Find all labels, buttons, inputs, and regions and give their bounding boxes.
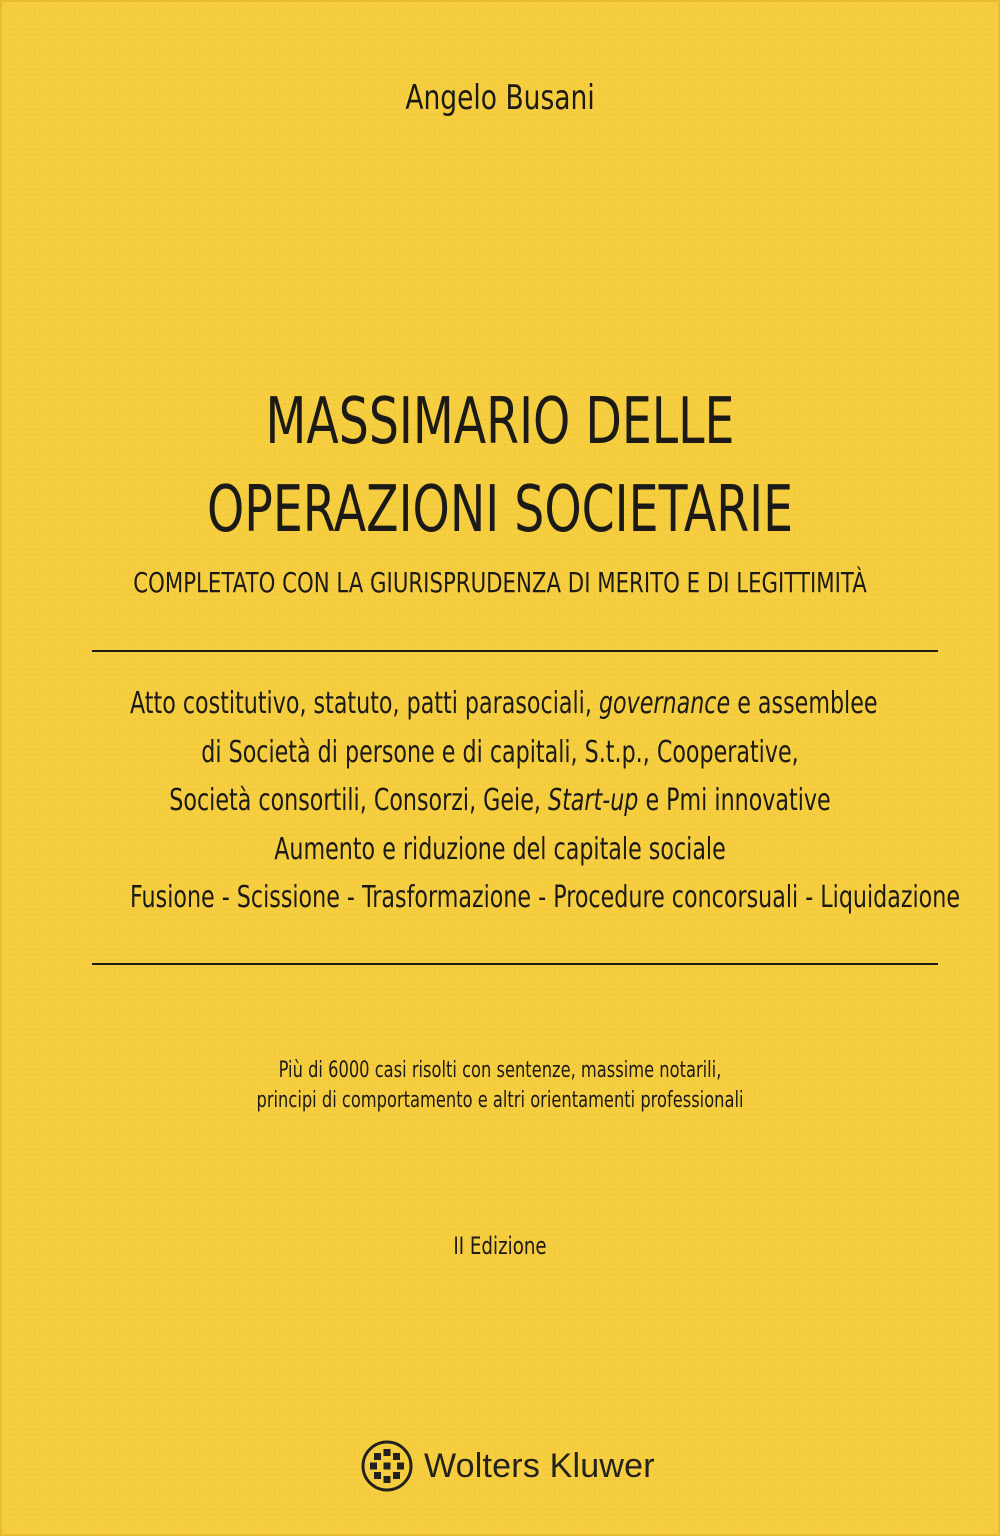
top-divider xyxy=(92,650,938,652)
topic-line: Atto costitutivo, statuto, patti parasociali, governance e assemblee xyxy=(130,686,878,721)
wolters-kluwer-logo-icon xyxy=(360,1439,414,1493)
publisher-name: Wolters Kluwer xyxy=(424,1446,655,1485)
title-line-1: MASSIMARIO DELLE xyxy=(265,385,735,459)
topic-italic-term: governance xyxy=(598,686,731,721)
topic-line: Società consortili, Consorzi, Geie, Start-up e Pmi innovative xyxy=(169,783,831,818)
edition-label: II Edizione xyxy=(453,1232,547,1260)
topic-line: Aumento e riduzione del capitale sociale xyxy=(274,831,726,867)
note-line-2: principi di comportamento e altri orientamenti professionali xyxy=(256,1088,744,1113)
title-line-2: OPERAZIONI SOCIETARIE xyxy=(206,473,794,547)
topic-italic-term: Start-up xyxy=(547,783,639,818)
topic-line: Fusione - Scissione - Trasformazione - Procedure concorsuali - Liquidazione xyxy=(130,880,960,915)
note-line-1: Più di 6000 casi risolti con sentenze, massime notarili, xyxy=(278,1058,722,1083)
publisher-mark xyxy=(360,1438,655,1494)
subtitle: COMPLETATO CON LA GIURISPRUDENZA DI MERITO E DI LEGITTIMITÀ xyxy=(133,566,867,599)
bottom-divider xyxy=(92,963,938,965)
author-name: Angelo Busani xyxy=(405,78,595,118)
topics-list xyxy=(0,680,1000,923)
description-note xyxy=(130,1056,870,1116)
topic-line: di Società di persone e di capitali, S.t.p., Cooperative, xyxy=(201,734,799,770)
